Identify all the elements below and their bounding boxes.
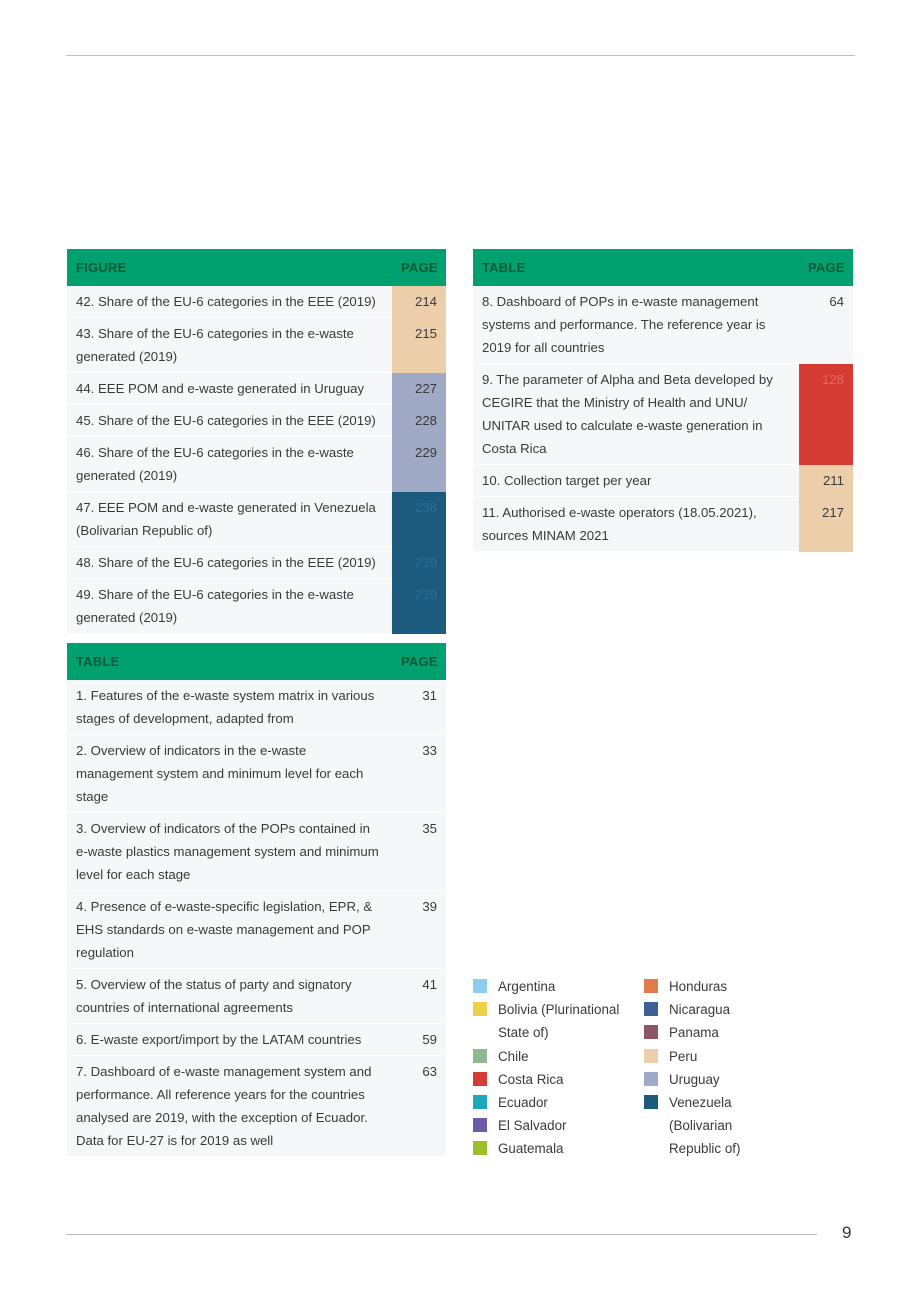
table-list-left	[67, 643, 446, 1157]
page-number: 9	[842, 1223, 852, 1242]
toc-row	[473, 497, 853, 552]
bottom-divider	[66, 1234, 817, 1235]
toc-row	[67, 813, 446, 891]
toc-row	[67, 1056, 446, 1157]
page-reference: 239	[392, 579, 446, 634]
color-swatch	[473, 1141, 487, 1155]
color-swatch	[644, 1025, 658, 1039]
entry-title: 11. Authorised e-waste operators (18.05.2021), sources MINAM 2021	[473, 497, 799, 552]
legend-item	[644, 998, 754, 1021]
entry-title: 48. Share of the EU-6 categories in the EEE (2019)	[67, 547, 392, 579]
toc-row	[67, 680, 446, 735]
toc-row	[67, 1024, 446, 1056]
legend-label: Ecuador	[498, 1095, 548, 1111]
table-right-header	[473, 249, 853, 286]
page-reference: 217	[799, 497, 853, 552]
page-column-header: PAGE	[799, 249, 853, 286]
page-reference: 238	[392, 492, 446, 547]
toc-row	[67, 492, 446, 547]
entry-title: 6. E-waste export/import by the LATAM countries	[67, 1024, 392, 1056]
page-reference: 228	[392, 405, 446, 437]
page-column-header: PAGE	[392, 249, 446, 286]
color-swatch	[644, 1049, 658, 1063]
legend-label: El Salvador	[498, 1118, 567, 1134]
toc-row	[67, 318, 446, 373]
page-reference: 214	[392, 286, 446, 318]
page-reference: 215	[392, 318, 446, 373]
legend-item	[644, 1045, 754, 1068]
color-swatch	[473, 1002, 487, 1016]
color-swatch	[473, 1118, 487, 1132]
page-reference: 211	[799, 465, 853, 497]
legend-item	[473, 1068, 633, 1091]
legend-item	[644, 1091, 754, 1161]
color-swatch	[644, 979, 658, 993]
legend-item	[473, 1045, 633, 1068]
legend-item	[644, 1021, 754, 1044]
toc-row	[473, 364, 853, 465]
top-divider	[66, 55, 855, 56]
entry-title: 44. EEE POM and e-waste generated in Uruguay	[67, 373, 392, 405]
legend-item	[644, 1068, 754, 1091]
page-reference: 64	[799, 286, 853, 364]
legend-item	[473, 1114, 633, 1137]
figure-table-header	[67, 249, 446, 286]
page-reference: 227	[392, 373, 446, 405]
entry-title: 4. Presence of e-waste-specific legislation, EPR, & EHS standards on e-waste management and POP regulation	[67, 891, 392, 969]
page-reference: 128	[799, 364, 853, 465]
entry-title: 46. Share of the EU-6 categories in the e-waste generated (2019)	[67, 437, 392, 492]
page-reference: 39	[392, 891, 446, 969]
page-reference: 239	[392, 547, 446, 579]
legend-item	[473, 1137, 633, 1160]
page-column-header: PAGE	[392, 643, 446, 680]
toc-row	[67, 373, 446, 405]
table-column-header: TABLE	[67, 643, 392, 680]
page-reference: 59	[392, 1024, 446, 1056]
entry-title: 3. Overview of indicators of the POPs contained in e-waste plastics management system and minimum level for each stage	[67, 813, 392, 891]
entry-title: 8. Dashboard of POPs in e-waste management systems and performance. The reference year is 2019 for all countries	[473, 286, 799, 364]
legend-item	[473, 975, 633, 998]
entry-title: 7. Dashboard of e-waste management system and performance. All reference years for the countries analysed are 2019, with the exception of Ecuador. Data for EU-27 is for 2019 as well	[67, 1056, 392, 1157]
entry-title: 10. Collection target per year	[473, 465, 799, 497]
entry-title: 49. Share of the EU-6 categories in the e-waste generated (2019)	[67, 579, 392, 634]
toc-row	[473, 465, 853, 497]
toc-row	[67, 405, 446, 437]
table-column-header: TABLE	[473, 249, 799, 286]
page-reference: 35	[392, 813, 446, 891]
legend-label: Peru	[669, 1048, 698, 1064]
entry-title: 5. Overview of the status of party and signatory countries of international agreements	[67, 969, 392, 1024]
entry-title: 2. Overview of indicators in the e-waste management system and minimum level for each stage	[67, 735, 392, 813]
legend-label: Honduras	[669, 979, 728, 994]
toc-row	[473, 286, 853, 364]
legend-item	[644, 975, 754, 998]
legend-item	[473, 1091, 633, 1114]
page-reference: 31	[392, 680, 446, 735]
page-reference: 33	[392, 735, 446, 813]
toc-row	[67, 969, 446, 1024]
table-left-header	[67, 643, 446, 680]
figure-list-table	[67, 249, 446, 634]
toc-row	[67, 891, 446, 969]
legend-label: Bolivia (Plurinational State of)	[498, 1002, 620, 1041]
entry-title: 45. Share of the EU-6 categories in the EEE (2019)	[67, 405, 392, 437]
legend-label: Guatemala	[498, 1141, 564, 1157]
country-legend-column-2	[644, 975, 754, 1161]
toc-row	[67, 286, 446, 318]
toc-row	[67, 437, 446, 492]
legend-label: Costa Rica	[498, 1071, 564, 1087]
color-swatch	[473, 1095, 487, 1109]
table-list-right	[473, 249, 853, 552]
color-swatch	[644, 1072, 658, 1086]
legend-label: Uruguay	[669, 1071, 720, 1087]
color-swatch	[473, 979, 487, 993]
color-swatch	[644, 1095, 658, 1109]
legend-item	[473, 998, 633, 1044]
page-reference: 63	[392, 1056, 446, 1157]
toc-row	[67, 735, 446, 813]
country-legend-column-1	[473, 975, 633, 1161]
legend-label: Venezuela (Bolivarian Republic of)	[669, 1095, 741, 1157]
entry-title: 1. Features of the e-waste system matrix in various stages of development, adapted from	[67, 680, 392, 735]
entry-title: 47. EEE POM and e-waste generated in Venezuela (Bolivarian Republic of)	[67, 492, 392, 547]
legend-label: Chile	[498, 1048, 529, 1064]
figure-column-header: FIGURE	[67, 249, 392, 286]
page-reference: 229	[392, 437, 446, 492]
color-swatch	[473, 1072, 487, 1086]
legend-label: Nicaragua	[669, 1002, 731, 1018]
page-reference: 41	[392, 969, 446, 1024]
entry-title: 43. Share of the EU-6 categories in the e-waste generated (2019)	[67, 318, 392, 373]
toc-row	[67, 547, 446, 579]
entry-title: 42. Share of the EU-6 categories in the EEE (2019)	[67, 286, 392, 318]
toc-row	[67, 579, 446, 634]
color-swatch	[644, 1002, 658, 1016]
legend-label: Argentina	[498, 979, 556, 994]
color-swatch	[473, 1049, 487, 1063]
entry-title: 9. The parameter of Alpha and Beta developed by CEGIRE that the Ministry of Health and UNU/ UNITAR used to calculate e-waste generation in Costa Rica	[473, 364, 799, 465]
legend-label: Panama	[669, 1025, 719, 1041]
